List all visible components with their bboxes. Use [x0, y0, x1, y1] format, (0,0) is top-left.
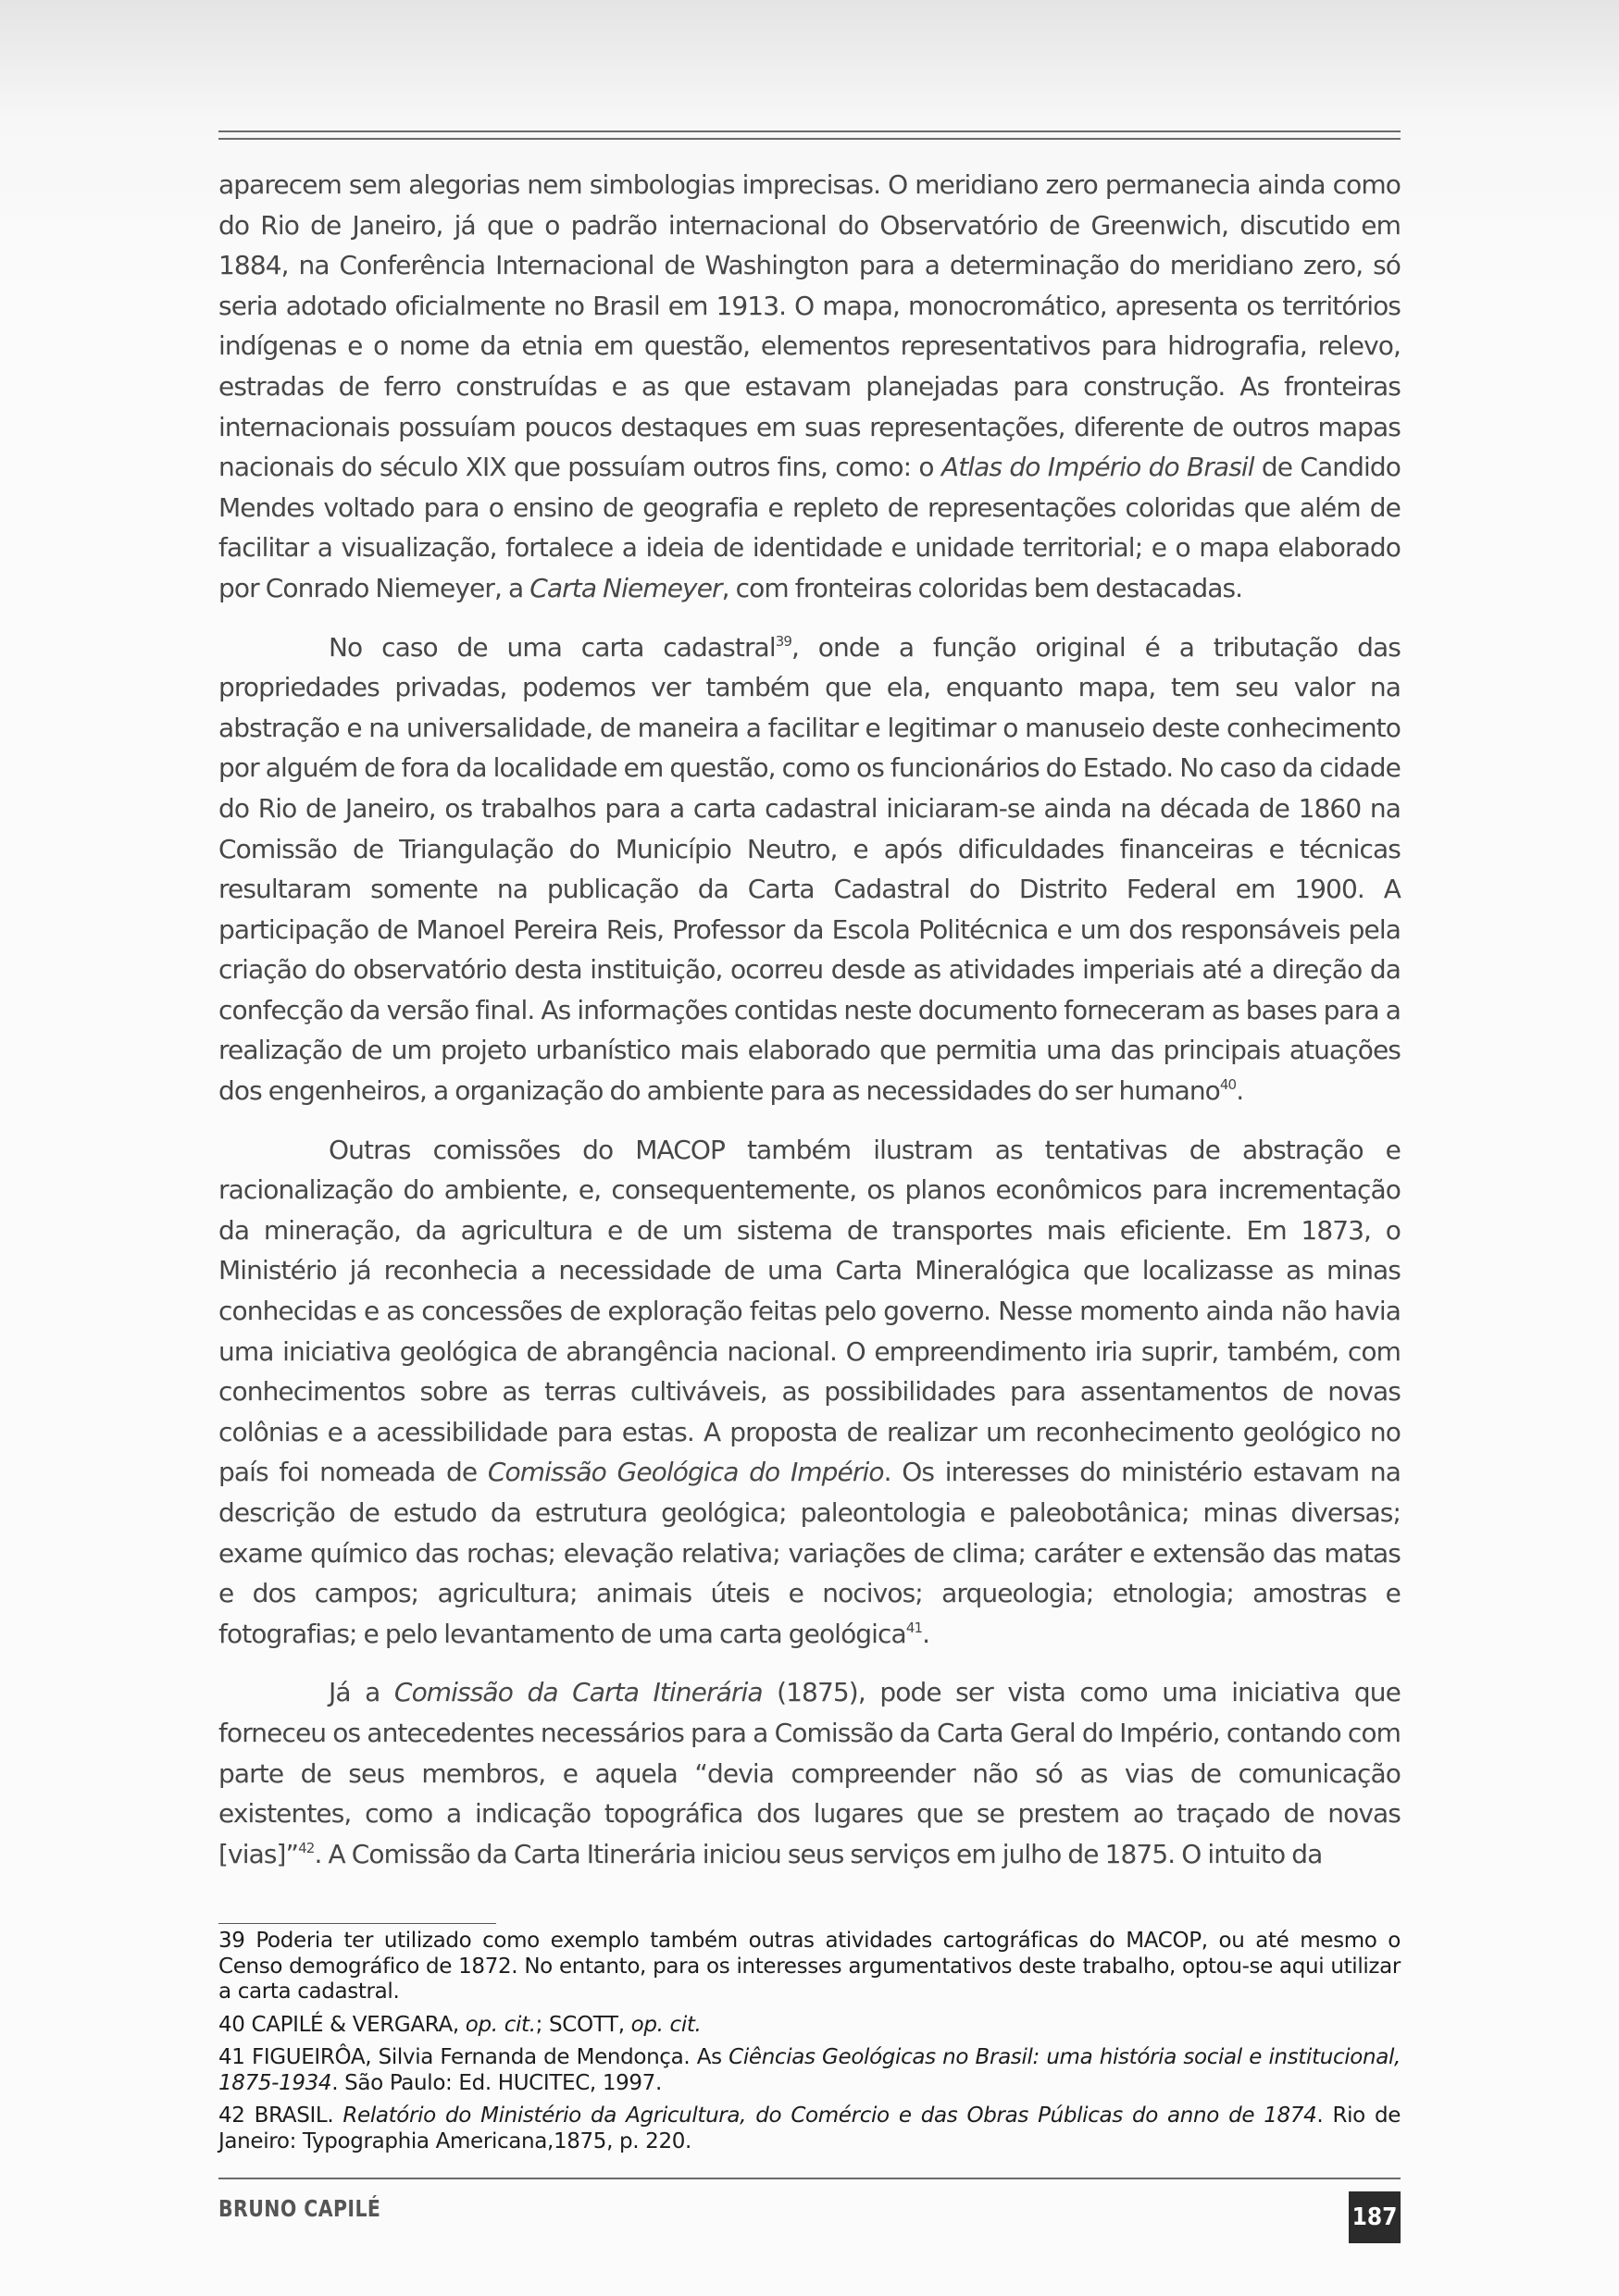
- text-run: Já a: [329, 1677, 394, 1708]
- text-run: ; SCOTT,: [535, 2012, 631, 2037]
- text-run: 40 CAPILÉ & VERGARA,: [218, 2012, 466, 2037]
- italic-title: Comissão da Carta Itinerária: [393, 1677, 763, 1708]
- text-run: , onde a função original é a tributação das propriedades privadas, podemos ver também que ela, enquanto mapa, tem seu valor na abstração e na universalidade, de maneira a facilitar e legitimar o manuseio deste conhecimento por alguém de fora da localidade em questão, como os funcionários do Estado. No caso da cidade do Rio de Janeiro, os trabalhos para a carta cadastral iniciaram-se ainda na década de 1860 na Comissão de Triangulação do Município Neutro, e após dificuldades financeiras e técnicas resultaram somente na publicação da Carta Cadastral do Distrito Federal em 1900. A participação de Manoel Pereira Reis, Professor da Escola Politécnica e um dos responsáveis pela criação do observatório desta instituição, ocorreu desde as atividades imperiais até a direção da confecção da versão final. As informações contidas neste documento forneceram as bases para a realização de um projeto urbanístico mais elaborado que permitia uma das principais atuações dos engenheiros, a organização do ambiente para as necessidades do ser humano: [218, 631, 1401, 1107]
- text-run: (1875), pode ser vista como uma iniciativa que forneceu os antecedentes necessários para a Comissão da Carta Geral do Império, contando com parte de seus membros, e aquela “devia compreender não só as vias de comunicação existentes, como a indicação topográfica dos lugares que se prestem ao traçado de novas [vias]”: [218, 1677, 1401, 1869]
- text-run: aparecem sem alegorias nem simbologias imprecisas. O meridiano zero permanecia ainda como do Rio de Janeiro, já que o padrão internacional do Observatório de Greenwich, discutido em 1884, na Conferência Internacional de Washington para a determinação do meridiano zero, só seria adotado oficialmente no Brasil em 1913. O mapa, monocromático, apresenta os territórios indígenas e o nome da etnia em questão, elementos representativos para hidrografia, relevo, estradas de ferro construídas e as que estavam planejadas para construção. As fronteiras internacionais possuíam poucos destaques em suas representações, diferente de outros mapas nacionais do século XIX que possuíam outros fins, como: o: [218, 169, 1401, 483]
- paragraph-1: [218, 165, 1401, 609]
- footnote-40: [218, 2013, 1401, 2039]
- footnote-separator: [218, 1923, 496, 1924]
- footer-rule: [218, 2178, 1401, 2179]
- footnote-41: [218, 2045, 1401, 2096]
- header-double-rule: [218, 130, 1401, 140]
- page: [218, 0, 1401, 2296]
- text-run: .: [922, 1618, 930, 1649]
- text-run: Outras comissões do MACOP também ilustram as tentativas de abstração e racionalização do ambiente, e, consequentemente, os planos econômicos para incrementação da mineração, da agricultura e de um sistema de transportes mais eficiente. Em 1873, o Ministério já reconhecia a necessidade de uma Carta Mineralógica que localizasse as minas conhecidas e as concessões de exploração feitas pelo governo. Nesse momento ainda não havia uma iniciativa geológica de abrangência nacional. O empreendimento iria suprir, também, com conhecimentos sobre as terras cultiváveis, as possibilidades para assentamentos de novas colônias e a acessibilidade para estas. A proposta de realizar um reconhecimento geológico no país foi nomeada de: [218, 1134, 1401, 1488]
- italic-citation: op. cit.: [465, 2012, 536, 2037]
- text-run: . Rio de Janeiro: Typographia Americana,1875, p. 220.: [218, 2104, 1401, 2153]
- text-run: de Candido Mendes voltado para o ensino de geografia e repleto de representações coloridas que além de facilitar a visualização, fortalece a ideia de identidade e unidade territorial; e o mapa elaborado por Conrado Niemeyer, a: [218, 452, 1401, 603]
- italic-citation: Ciências Geológicas no Brasil: uma história social e institucional, 1875-1934: [218, 2045, 1401, 2095]
- body-text: [218, 165, 1401, 1893]
- text-run: 41 FIGUEIRÔA, Silvia Fernanda de Mendonça. As: [218, 2045, 729, 2069]
- author-name: BRUNO CAPILÉ: [218, 2195, 381, 2222]
- italic-title: Carta Niemeyer: [529, 572, 722, 603]
- footnote-ref[interactable]: 41: [905, 1619, 923, 1636]
- italic-title: Comissão Geológica do Império: [487, 1457, 884, 1488]
- text-run: . A Comissão da Carta Itinerária iniciou seus serviços em julho de 1875. O intuito da: [314, 1838, 1323, 1869]
- paragraph-4: [218, 1672, 1401, 1874]
- text-run: . Os interesses do ministério estavam na descrição de estudo da estrutura geológica; paleontologia e paleobotânica; minas diversas; exame químico das rochas; elevação relativa; variações de clima; caráter e extensão das matas e dos campos; agricultura; animais úteis e nocivos; arqueologia; etnologia; amostras e fotografias; e pelo levantamento de uma carta geológica: [218, 1457, 1401, 1649]
- footnote-42: [218, 2104, 1401, 2154]
- footnote-ref[interactable]: 42: [298, 1839, 315, 1856]
- text-run: 42 BRASIL.: [218, 2104, 343, 2128]
- italic-title: Atlas do Império do Brasil: [940, 452, 1254, 483]
- text-run: No caso de uma carta cadastral: [329, 631, 776, 663]
- text-run: . São Paulo: Ed. HUCITEC, 1997.: [331, 2070, 662, 2095]
- italic-citation: op. cit.: [630, 2012, 702, 2037]
- text-run: , com fronteiras coloridas bem destacadas.: [721, 572, 1243, 603]
- footnotes: [218, 1929, 1401, 2162]
- paragraph-2: [218, 627, 1401, 1111]
- footnote-ref[interactable]: 39: [775, 632, 791, 650]
- paragraph-3: [218, 1130, 1401, 1655]
- italic-citation: Relatório do Ministério da Agricultura, do Comércio e das Obras Públicas do anno de 1874: [342, 2104, 1317, 2128]
- footnote-39: 39 Poderia ter utilizado como exemplo também outras atividades cartográficas do MACOP, ou até mesmo o Censo demográfico de 1872. No entanto, para os interesses argumentativos deste trabalho, optou-se aqui utilizar a carta cadastral.: [218, 1929, 1401, 2004]
- text-run: .: [1236, 1075, 1244, 1107]
- footnote-ref[interactable]: 40: [1219, 1076, 1237, 1094]
- page-number: 187: [1349, 2191, 1401, 2243]
